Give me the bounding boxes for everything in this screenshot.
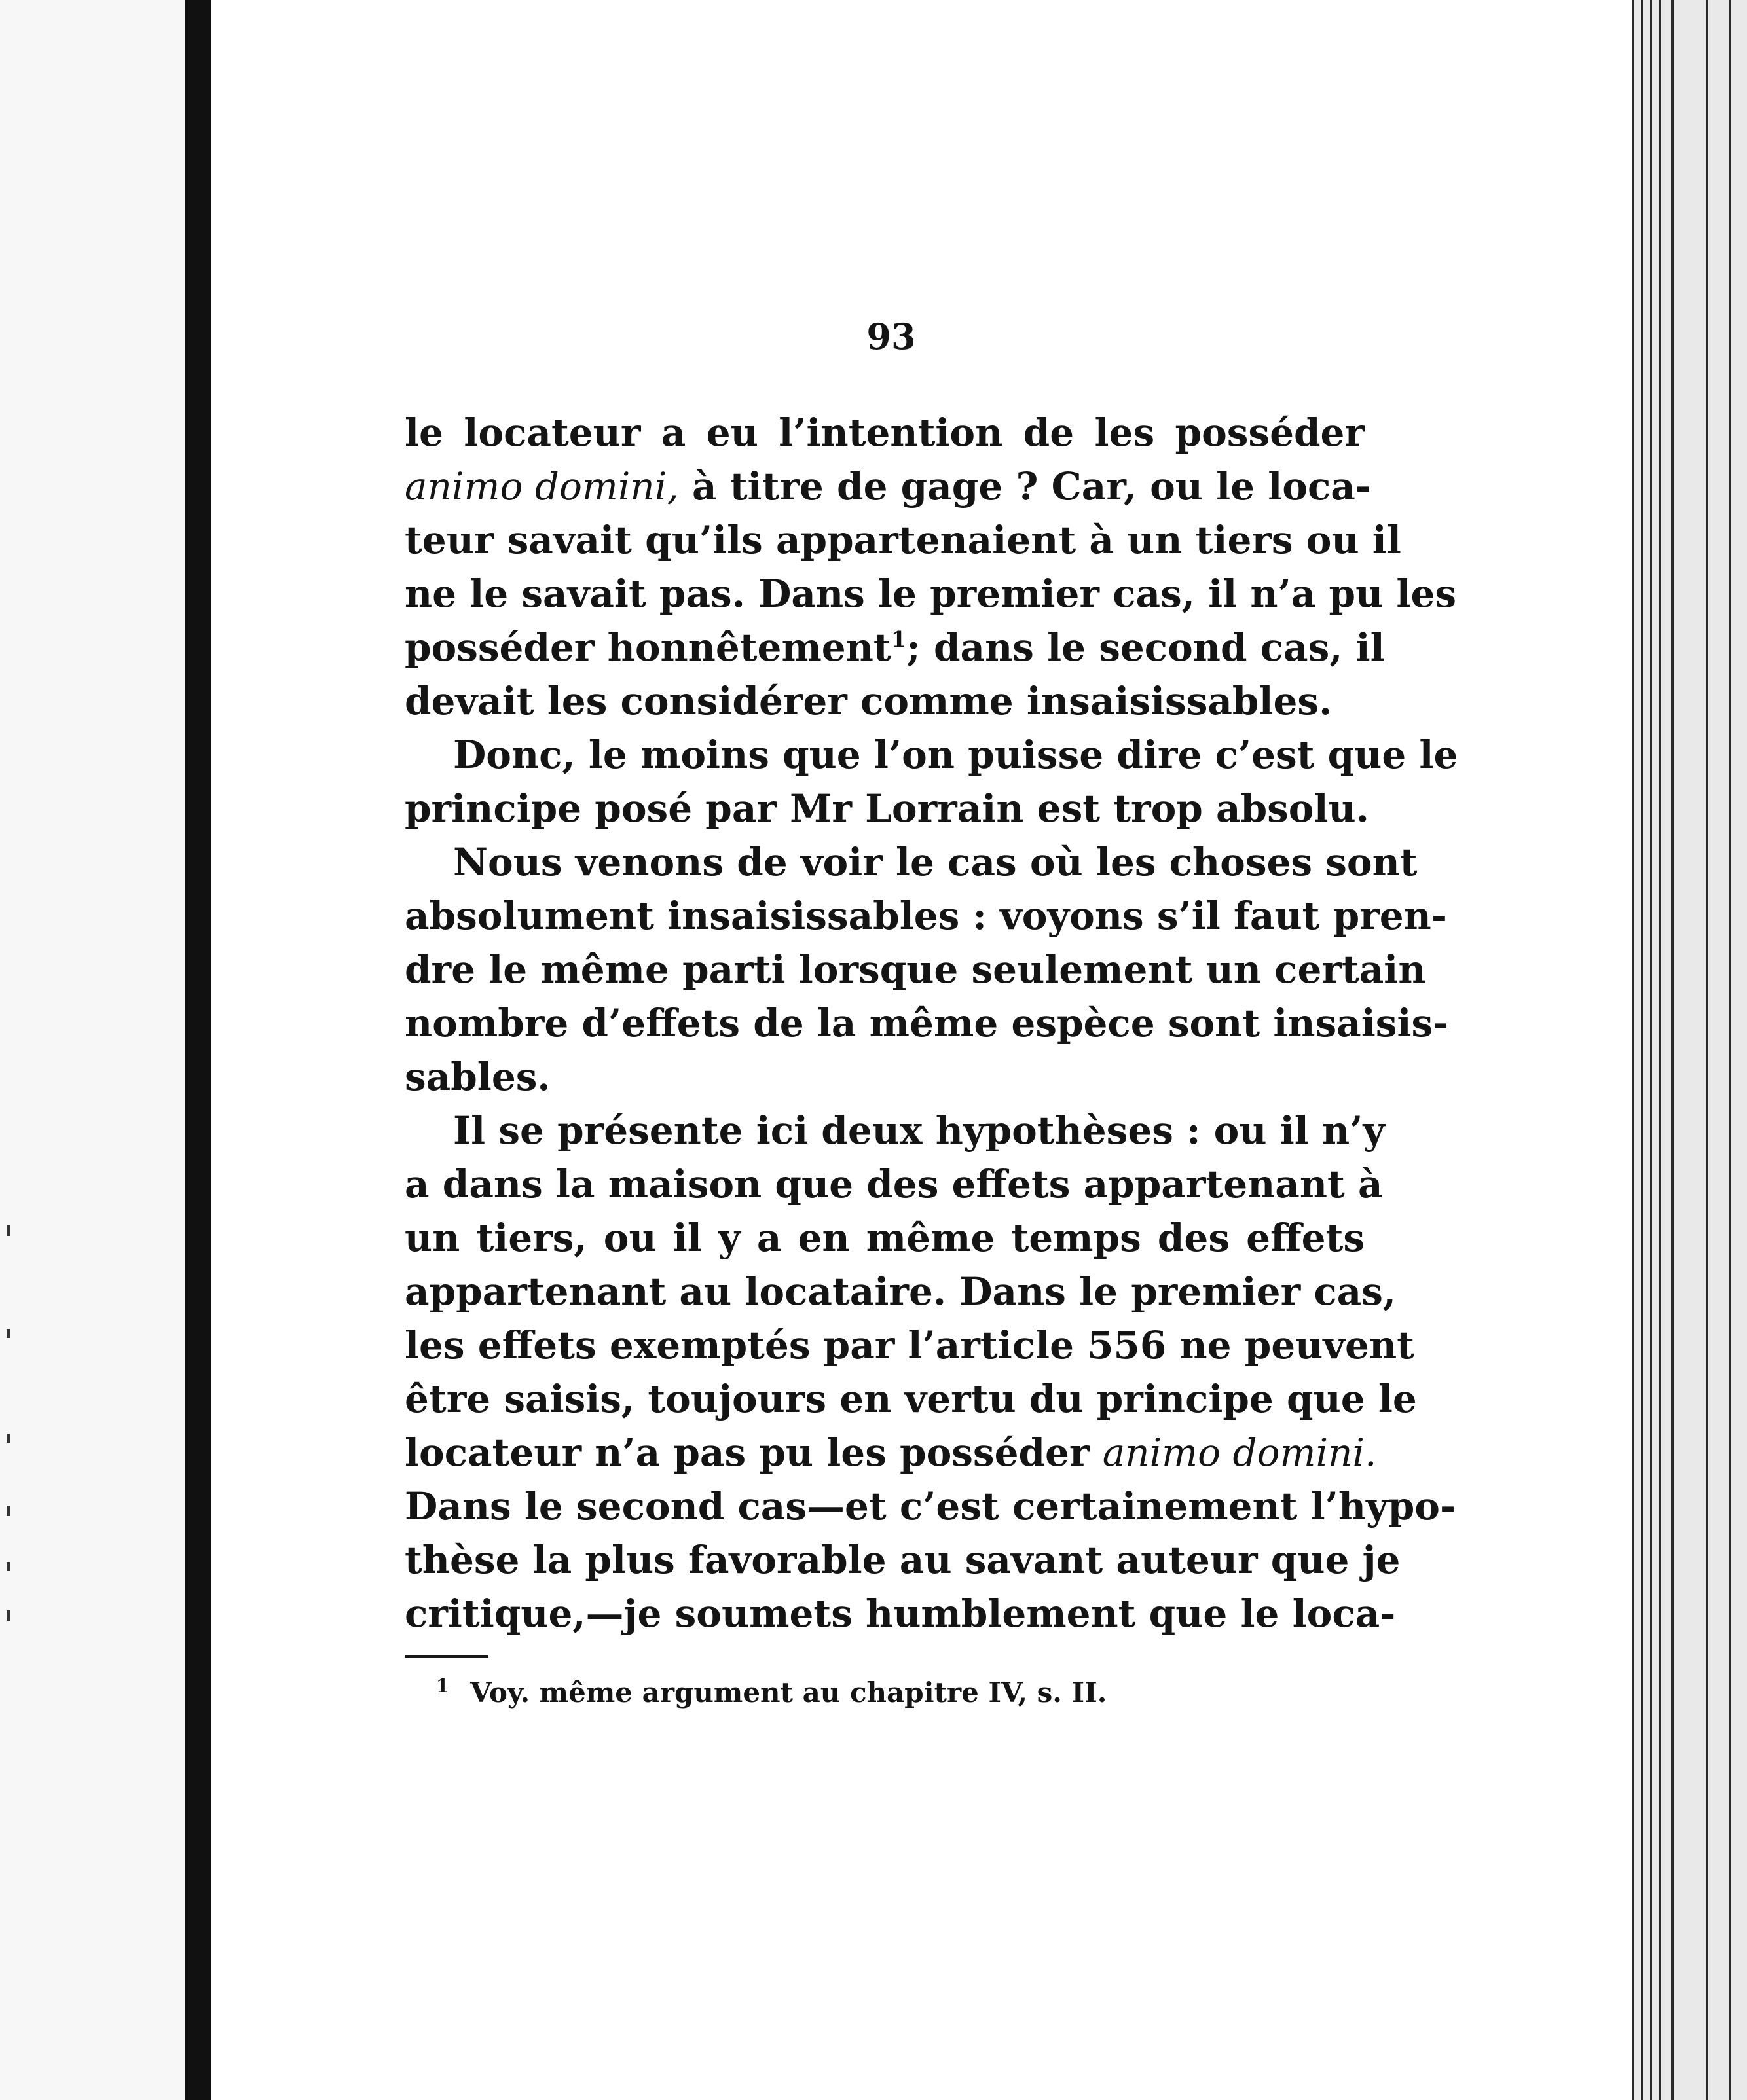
margin-speck bbox=[7, 1434, 10, 1443]
margin-speck bbox=[7, 1506, 10, 1516]
text-span: locateur n’a pas pu les posséder bbox=[405, 1430, 1103, 1475]
text-line: absolument insaisissables : voyons s’il faut pren- bbox=[405, 894, 1447, 938]
text-line bbox=[405, 621, 1385, 674]
text-line: appartenant au locataire. Dans le premier cas, bbox=[405, 1269, 1397, 1314]
paragraph-1 bbox=[405, 406, 1457, 728]
footnote-marker: 1 bbox=[891, 626, 907, 653]
text-line: teur savait qu’ils appartenaient à un tiers ou il bbox=[405, 518, 1401, 562]
paragraph-3 bbox=[405, 835, 1449, 1104]
footnote-number: 1 bbox=[436, 1675, 449, 1697]
text-line bbox=[405, 460, 1371, 513]
text-span: à titre de gage ? Car, ou le loca- bbox=[678, 464, 1371, 509]
text-line: Nous venons de voir le cas où les choses sont bbox=[453, 840, 1418, 884]
text-line: le locateur a eu l’intention de les posséder bbox=[405, 410, 1365, 455]
footnote bbox=[436, 1673, 1418, 1712]
text-line: nombre d’effets de la même espèce sont insaisis- bbox=[405, 1001, 1449, 1045]
text-span: posséder honnêtement bbox=[405, 625, 891, 670]
text-line: critique,—je soumets humblement que le loca- bbox=[405, 1591, 1396, 1636]
margin-speck bbox=[7, 1562, 10, 1571]
text-line: a dans la maison que des effets appartenant à bbox=[405, 1162, 1383, 1206]
text-line: Dans le second cas—et c’est certainement l’hypo- bbox=[405, 1484, 1456, 1529]
footnote-text: Voy. même argument au chapitre IV, s. II. bbox=[470, 1676, 1107, 1709]
italic-phrase: animo domini, bbox=[405, 464, 679, 509]
paragraph-2 bbox=[405, 728, 1458, 835]
text-line: être saisis, toujours en vertu du principe que le bbox=[405, 1377, 1417, 1421]
body-text bbox=[405, 406, 1458, 1640]
text-line: Il se présente ici deux hypothèses : ou il n’y bbox=[453, 1108, 1386, 1153]
text-line: Donc, le moins que l’on puisse dire c’est que le bbox=[453, 733, 1458, 777]
text-line: un tiers, ou il y a en même temps des effets bbox=[405, 1216, 1365, 1260]
page-number: 93 bbox=[866, 316, 916, 357]
text-line: thèse la plus favorable au savant auteur que je bbox=[405, 1538, 1401, 1582]
text-line: sables. bbox=[405, 1055, 551, 1099]
paragraph-4 bbox=[405, 1104, 1456, 1640]
text-span: ; dans le second cas, il bbox=[906, 625, 1385, 670]
margin-speck bbox=[7, 1225, 10, 1236]
margin-speck bbox=[7, 1610, 10, 1621]
italic-phrase: animo domini. bbox=[1102, 1430, 1377, 1475]
text-line: dre le même parti lorsque seulement un certain bbox=[405, 947, 1426, 992]
text-line: devait les considérer comme insaisissables. bbox=[405, 679, 1333, 723]
margin-speck bbox=[7, 1329, 10, 1338]
text-line: principe posé par Mr Lorrain est trop absolu. bbox=[405, 786, 1369, 831]
text-line: ne le savait pas. Dans le premier cas, il n’a pu les bbox=[405, 571, 1457, 616]
text-line: les effets exemptés par l’article 556 ne peuvent bbox=[405, 1323, 1414, 1367]
footnote-rule bbox=[405, 1655, 488, 1658]
text-line bbox=[405, 1426, 1377, 1479]
